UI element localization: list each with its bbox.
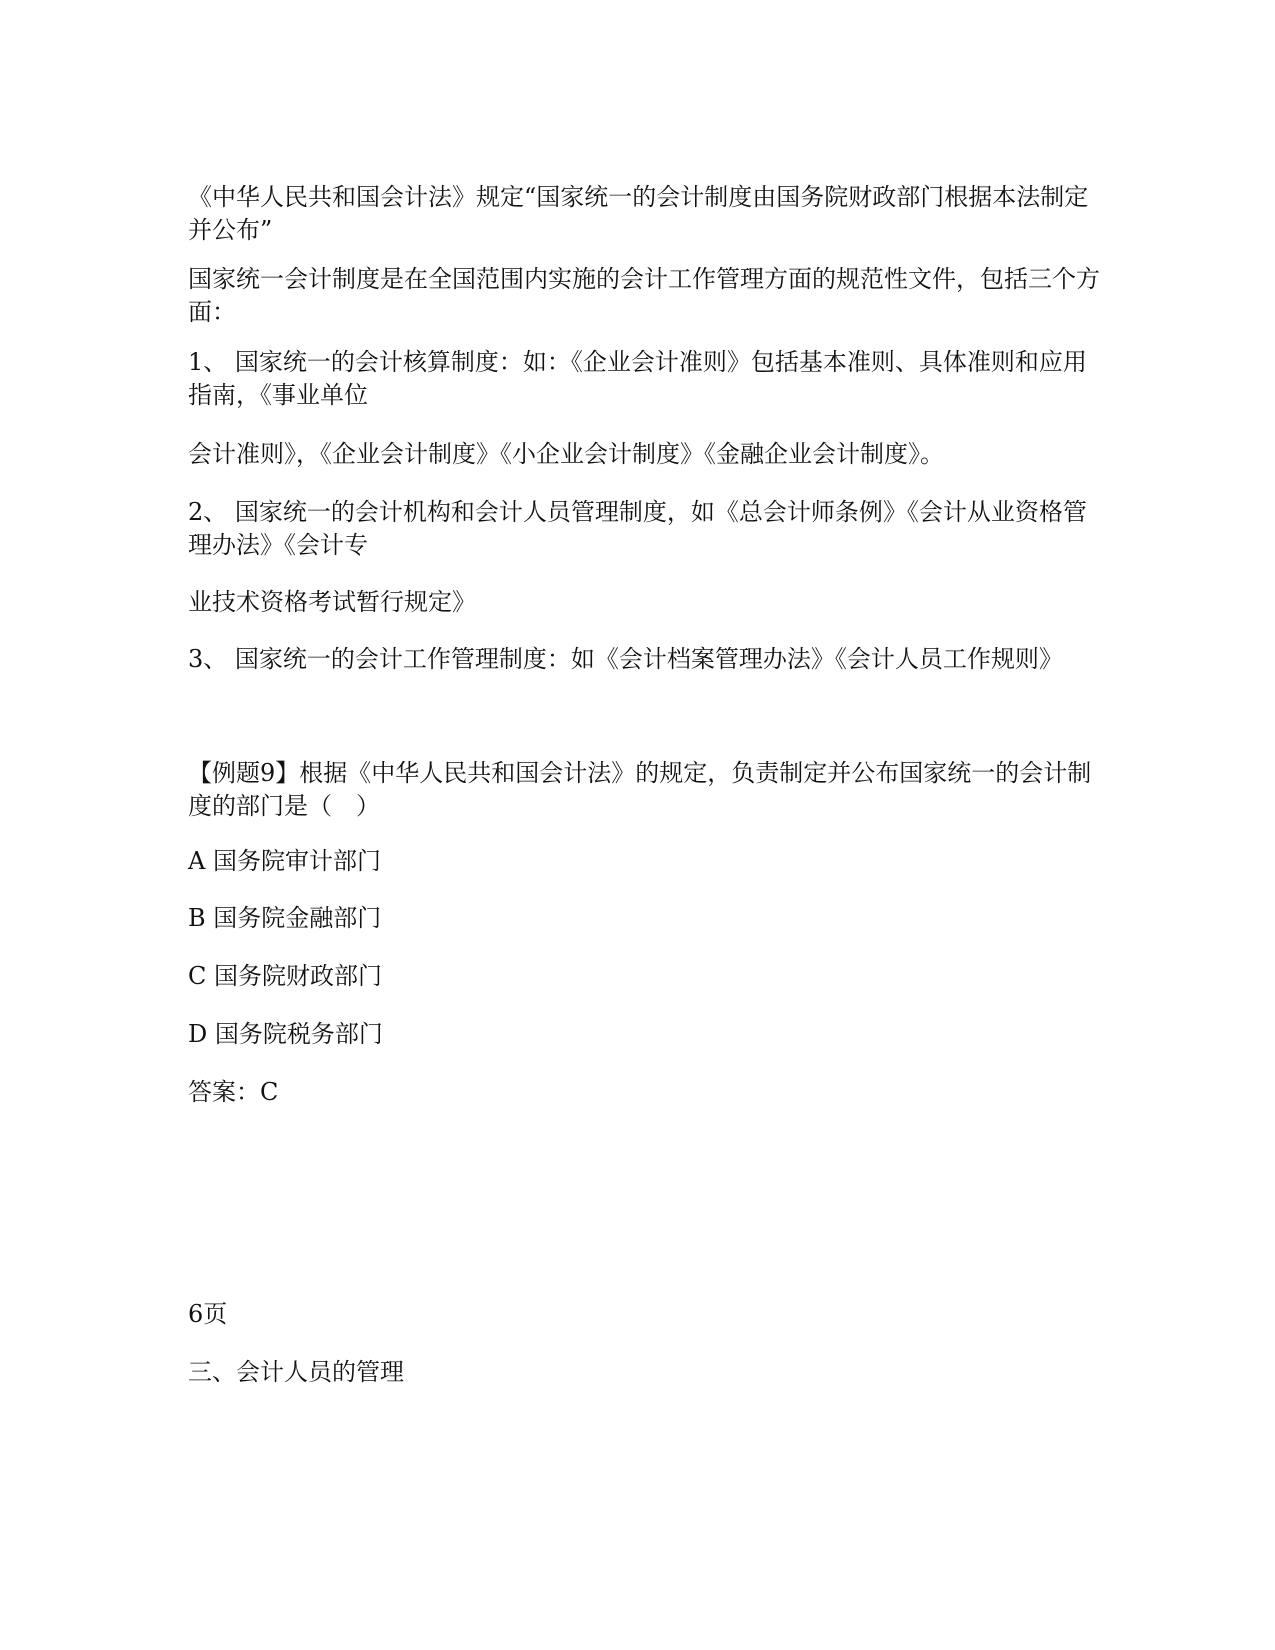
option-a: A 国务院审计部门 (188, 847, 381, 875)
option-b: B 国务院金融部门 (188, 904, 382, 932)
paragraph-item-2: 2、 国家统一的会计机构和会计人员管理制度，如《总会计师条例》《会计从业资格管理办法》《会计专 (188, 498, 1087, 559)
option-d: D 国务院税务部门 (188, 1020, 383, 1048)
paragraph-item-2-continued: 业技术资格考试暂行规定》 (188, 588, 476, 616)
example-question: 【例题9】根据《中华人民共和国会计法》的规定，负责制定并公布国家统一的会计制度的部门是（ ） (188, 759, 1092, 820)
paragraph-accounting-law: 《中华人民共和国会计法》规定“国家统一的会计制度由国务院财政部门根据本法制定并公布” (188, 183, 1089, 244)
paragraph-unified-system: 国家统一会计制度是在全国范围内实施的会计工作管理方面的规范性文件，包括三个方面： (188, 265, 1100, 326)
paragraph-item-1-continued: 会计准则》，《企业会计制度》《小企业会计制度》《金融企业会计制度》。 (188, 440, 944, 468)
section-heading: 三、会计人员的管理 (188, 1358, 404, 1386)
answer: 答案：C (188, 1078, 279, 1106)
page-number: 6页 (188, 1300, 228, 1328)
paragraph-item-3: 3、 国家统一的会计工作管理制度：如《会计档案管理办法》《会计人员工作规则》 (188, 645, 1063, 673)
paragraph-item-1: 1、 国家统一的会计核算制度：如：《企业会计准则》包括基本准则、具体准则和应用指南，《事业单位 (188, 348, 1087, 409)
option-c: C 国务院财政部门 (188, 962, 382, 990)
